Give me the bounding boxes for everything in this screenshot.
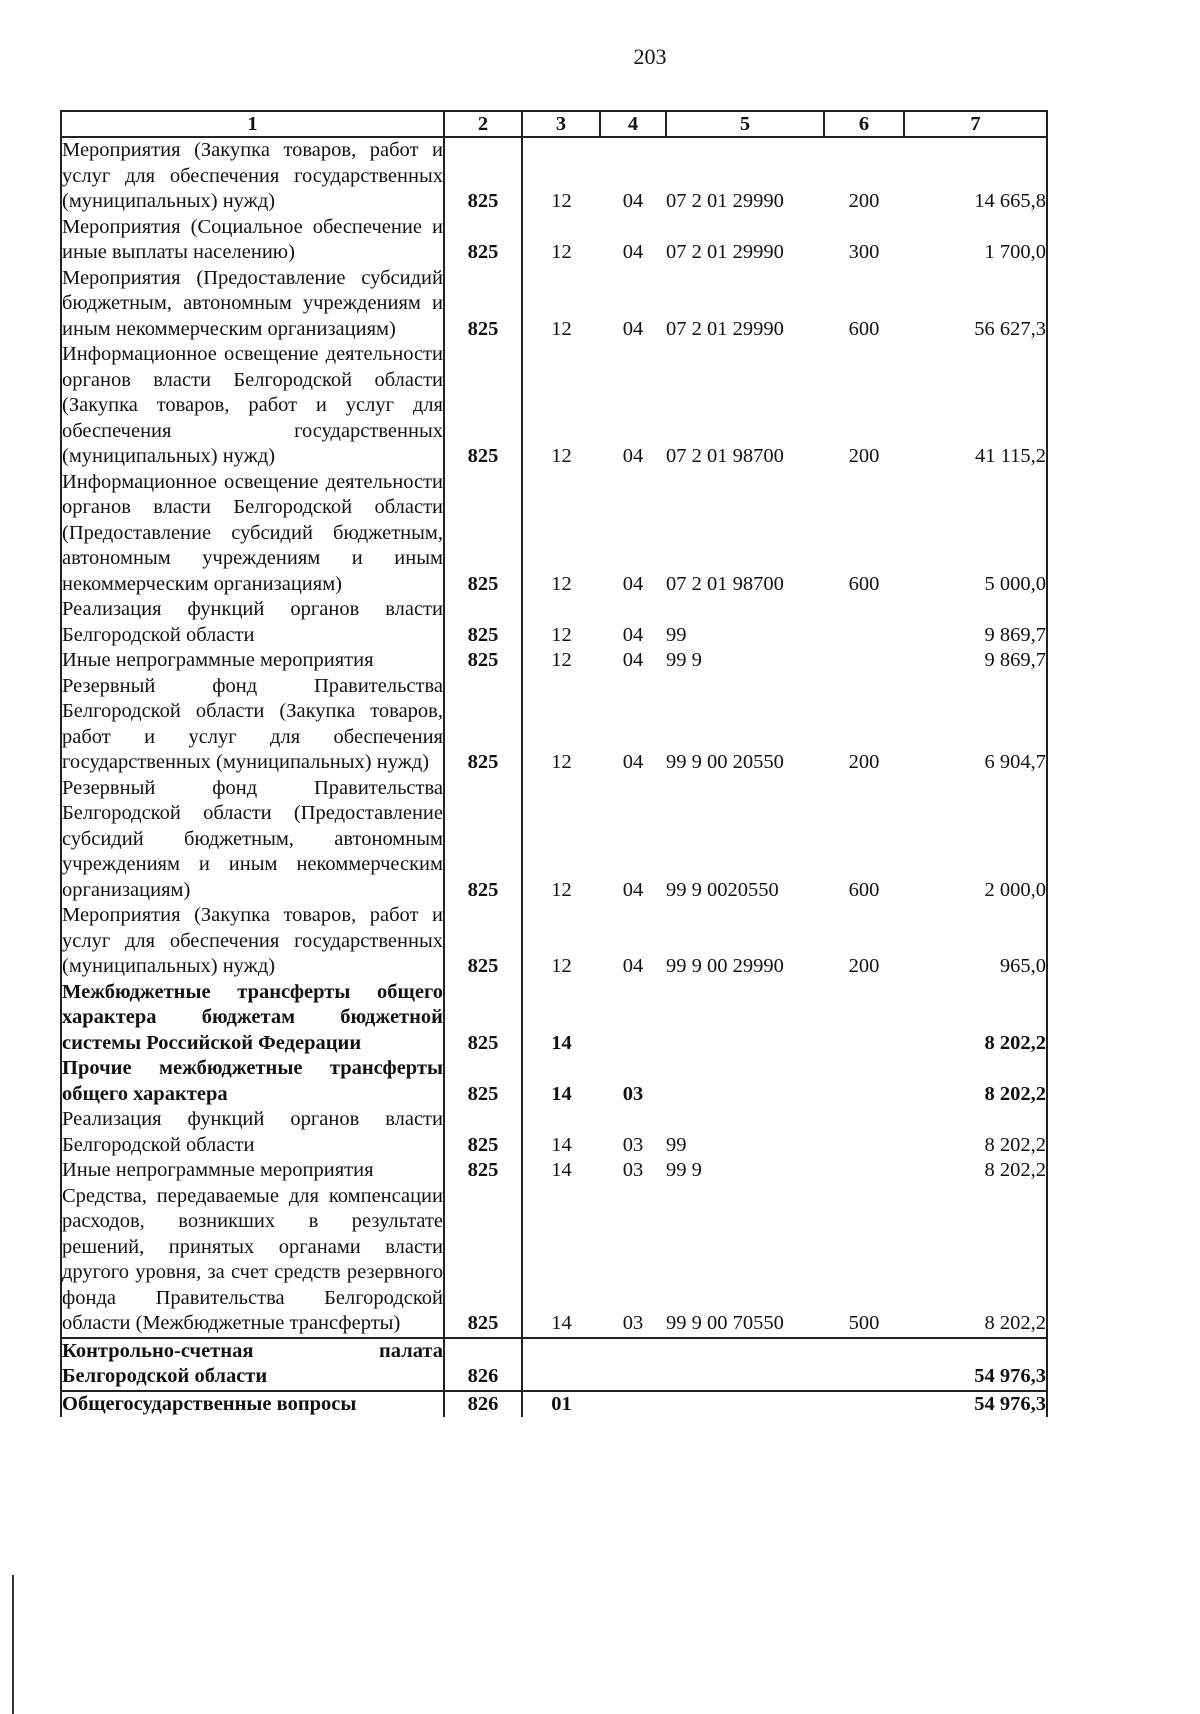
table-row [61,597,1047,648]
col-header: 4 [600,111,666,137]
row-target-article: 99 9 00 20550 [666,751,784,773]
row-name: Мероприятия (Предоставление субсидий бюджетным, автономным учреждениям и иным некоммерческим организациям) [61,266,444,343]
row-ved: 826 [444,1391,522,1418]
row-subsection: 04 [622,241,644,263]
row-expense-type [824,980,904,1057]
row-sum: 2 000,0 [904,776,1047,904]
row-name: Мероприятия (Закупка товаров, работ и услуг для обеспечения государственных (муниципальных) нужд) [61,137,444,215]
row-sum: 8 202,2 [904,1158,1047,1184]
row-subsection: 04 [622,878,644,901]
row-subsection: 04 [622,572,644,595]
row-subsection [600,980,666,1057]
row-target-article: 07 2 01 29990 [666,317,784,340]
row-target-article [666,1056,824,1107]
page-number: 203 [633,44,667,69]
row-section: 14 [551,1082,572,1105]
col-header: 3 [522,111,600,137]
row-expense-type [824,1056,904,1107]
table-row [61,137,1047,215]
row-ved: 826 [444,1338,522,1391]
row-name: Резервный фонд Правительства Белгородской области (Предоставление субсидий бюджетным, автономным учреждениям и иным некоммерческим организациям) [61,776,444,904]
row-name: Реализация функций органов власти Белгородской области [61,597,444,648]
row-ved: 825 [444,1107,522,1158]
row-expense-type: 300 [848,241,880,263]
table-row [61,776,1047,904]
row-target-article [666,1338,824,1391]
row-subsection: 04 [622,649,644,671]
col-header: 5 [666,111,824,137]
row-sum: 8 202,2 [904,1184,1047,1338]
row-section: 12 [551,623,572,646]
row-name: Мероприятия (Закупка товаров, работ и услуг для обеспечения государственных (муниципальных) нужд) [61,903,444,980]
row-expense-type [824,1391,904,1418]
row-section: 12 [551,751,572,773]
row-section: 12 [551,317,572,340]
row-ved: 825 [444,776,522,904]
row-ved: 825 [444,470,522,598]
row-target-article: 07 2 01 29990 [666,241,784,263]
col-header: 7 [904,111,1047,137]
table-row [61,266,1047,343]
row-expense-type [824,597,904,648]
row-target-article: 99 [666,1133,687,1156]
row-sum: 54 976,3 [904,1391,1047,1418]
row-expense-type: 200 [848,751,880,773]
row-name: Иные непрограммные мероприятия [61,1158,444,1184]
row-sum: 14 665,8 [904,137,1047,215]
header-row [61,111,1047,137]
table-row [61,648,1047,674]
row-name: Общегосударственные вопросы [61,1391,444,1418]
row-ved: 825 [444,215,522,266]
row-target-article: 07 2 01 98700 [666,572,784,595]
row-expense-type: 200 [848,955,880,977]
table-row [61,1391,1047,1418]
col-header: 6 [824,111,904,137]
row-sum: 5 000,0 [904,470,1047,598]
row-expense-type [824,648,904,674]
row-section: 12 [551,572,572,595]
row-sum: 9 869,7 [904,648,1047,674]
row-section: 14 [551,1031,572,1054]
row-subsection: 04 [622,190,644,212]
row-name: Межбюджетные трансферты общего характера бюджетам бюджетной системы Российской Федерации [61,980,444,1057]
row-target-article: 07 2 01 29990 [666,190,784,212]
col-header: 2 [444,111,522,137]
row-target-article: 99 9 00 29990 [666,955,784,977]
row-subsection: 04 [622,445,644,467]
row-target-article: 99 9 00 70550 [666,1312,784,1334]
row-subsection: 03 [622,1159,644,1181]
row-expense-type: 600 [848,878,880,901]
row-target-article: 07 2 01 98700 [666,445,784,467]
row-section: 12 [551,878,572,901]
row-section: 14 [551,1159,572,1181]
row-name: Иные непрограммные мероприятия [61,648,444,674]
row-subsection: 04 [622,317,644,340]
table-row [61,1184,1047,1338]
row-section: 12 [551,241,572,263]
row-subsection: 04 [622,623,644,646]
row-sum: 41 115,2 [904,342,1047,470]
row-sum: 965,0 [904,903,1047,980]
row-ved: 825 [444,1184,522,1338]
row-target-article: 99 9 0020550 [666,878,779,901]
row-ved: 825 [444,1158,522,1184]
row-ved: 825 [444,903,522,980]
row-name: Реализация функций органов власти Белгородской области [61,1107,444,1158]
row-target-article [666,1391,824,1418]
row-expense-type: 500 [848,1312,880,1334]
table-row [61,215,1047,266]
table-row [61,1107,1047,1158]
row-ved: 825 [444,342,522,470]
table-row [61,342,1047,470]
row-subsection: 03 [622,1312,644,1334]
row-expense-type: 200 [848,190,880,212]
row-target-article: 99 9 [666,649,702,671]
row-subsection [600,1391,666,1418]
row-name: Информационное освещение деятельности органов власти Белгородской области (Предоставление субсидий бюджетным, автономным учреждениям и иным некоммерческим организациям) [61,470,444,598]
table-row [61,903,1047,980]
table-row [61,1338,1047,1391]
row-sum: 56 627,3 [904,266,1047,343]
row-name: Контрольно-счетная палата Белгородской области [61,1338,444,1391]
table-row [61,980,1047,1057]
col-header: 1 [61,111,444,137]
row-name: Мероприятия (Социальное обеспечение и иные выплаты населению) [61,215,444,266]
row-sum: 8 202,2 [904,980,1047,1057]
row-expense-type: 600 [848,572,880,595]
row-name: Информационное освещение деятельности органов власти Белгородской области (Закупка товаров, работ и услуг для обеспечения государственных (муниципальных) нужд) [61,342,444,470]
row-ved: 825 [444,137,522,215]
table-row [61,470,1047,598]
scan-margin-line [12,1575,14,1714]
row-ved: 825 [444,266,522,343]
table-row [61,1056,1047,1107]
row-section: 12 [551,445,572,467]
row-section: 14 [551,1312,572,1334]
row-target-article [666,980,824,1057]
row-section: 12 [551,190,572,212]
row-subsection: 03 [622,1133,644,1156]
row-section: 01 [522,1391,600,1418]
row-ved: 825 [444,1056,522,1107]
row-subsection: 04 [622,751,644,773]
row-subsection [600,1338,666,1391]
row-expense-type [824,1107,904,1158]
row-ved: 825 [444,980,522,1057]
row-target-article: 99 9 [666,1159,702,1181]
table-row [61,1158,1047,1184]
row-section: 12 [551,649,572,671]
row-sum: 6 904,7 [904,674,1047,776]
row-ved: 825 [444,597,522,648]
row-sum: 9 869,7 [904,597,1047,648]
table-body [61,137,1047,1417]
row-sum: 54 976,3 [904,1338,1047,1391]
row-sum: 8 202,2 [904,1056,1047,1107]
row-section: 14 [551,1133,572,1156]
table-row [61,674,1047,776]
row-name: Резервный фонд Правительства Белгородской области (Закупка товаров, работ и услуг для обеспечения государственных (муниципальных) нужд) [61,674,444,776]
row-expense-type: 200 [848,445,880,467]
row-ved: 825 [444,674,522,776]
row-expense-type [824,1338,904,1391]
row-section: 12 [551,955,572,977]
row-subsection: 03 [622,1082,644,1105]
row-name: Прочие межбюджетные трансферты общего характера [61,1056,444,1107]
row-expense-type: 600 [848,317,880,340]
row-sum: 1 700,0 [904,215,1047,266]
row-name: Средства, передаваемые для компенсации расходов, возникших в результате решений, принятых органами власти другого уровня, за счет средств резервного фонда Правительства Белгородской области (Межбюджетные трансферты) [61,1184,444,1338]
row-ved: 825 [444,648,522,674]
budget-table [60,110,1048,1417]
row-target-article: 99 [666,623,687,646]
row-section [522,1338,600,1391]
row-expense-type [824,1158,904,1184]
row-sum: 8 202,2 [904,1107,1047,1158]
row-subsection: 04 [622,955,644,977]
